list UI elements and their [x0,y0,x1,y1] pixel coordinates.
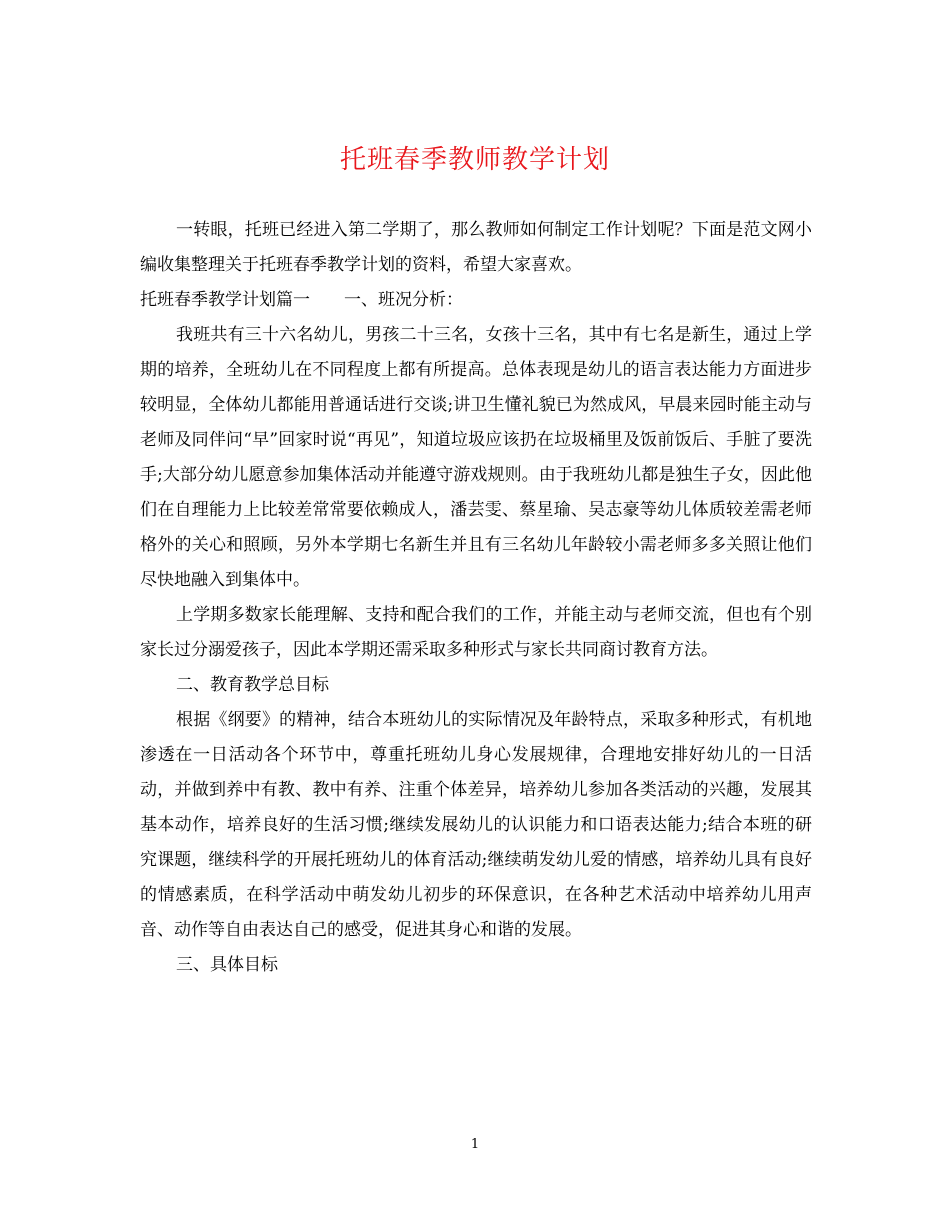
class-situation-paragraph: 我班共有三十六名幼儿，男孩二十三名，女孩十三名，其中有七名是新生，通过上学期的培养，全班幼儿在不同程度上都有所提高。总体表现是幼儿的语言表达能力方面进步较明显，全体幼儿都能用普通话进行交谈;讲卫生懂礼貌已为然成风，早晨来园时能主动与老师及同伴问“早”回家时说“再见”，知道垃圾应该扔在垃圾桶里及饭前饭后、手脏了要洗手;大部分幼儿愿意参加集体活动并能遵守游戏规则。由于我班幼儿都是独生子女，因此他们在自理能力上比较差常常要依赖成人，潘芸雯、蔡星瑜、吴志豪等幼儿体质较差需老师格外的关心和照顾，另外本学期七名新生并且有三名幼儿年龄较小需老师多多关照让他们尽快地融入到集体中。 [140,325,812,590]
document-title: 托班春季教师教学计划 [339,145,610,175]
section-heading-class-analysis: 托班春季教学计划篇一 一、班况分析： [140,290,463,310]
document-body [140,213,812,983]
overall-goals-paragraph: 根据《纲要》的精神，结合本班幼儿的实际情况及年龄特点，采取多种形式，有机地渗透在一日活动各个环节中，尊重托班幼儿身心发展规律，合理地安排好幼儿的一日活动，并做到养中有教、教中有养、注重个体差异，培养幼儿参加各类活动的兴趣，发展其基本动作，培养良好的生活习惯;继续发展幼儿的认识能力和口语表达能力;结合本班的研究课题，继续科学的开展托班幼儿的体育活动;继续萌发幼儿爱的情感，培养幼儿具有良好的情感素质，在科学活动中萌发幼儿初步的环保意识，在各种艺术活动中培养幼儿用声音、动作等自由表达自己的感受，促进其身心和谐的发展。 [140,710,812,940]
section-heading-overall-goals: 二、教育教学总目标 [176,675,329,695]
intro-paragraph: 一转眼，托班已经进入第二学期了，那么教师如何制定工作计划呢？下面是范文网小编收集整理关于托班春季教学计划的资料，希望大家喜欢。 [140,220,812,275]
page-number: 1 [470,1137,480,1152]
parents-paragraph: 上学期多数家长能理解、支持和配合我们的工作，并能主动与老师交流，但也有个别家长过分溺爱孩子，因此本学期还需采取多种形式与家长共同商讨教育方法。 [140,605,812,660]
section-heading-specific-goals: 三、具体目标 [176,955,278,975]
